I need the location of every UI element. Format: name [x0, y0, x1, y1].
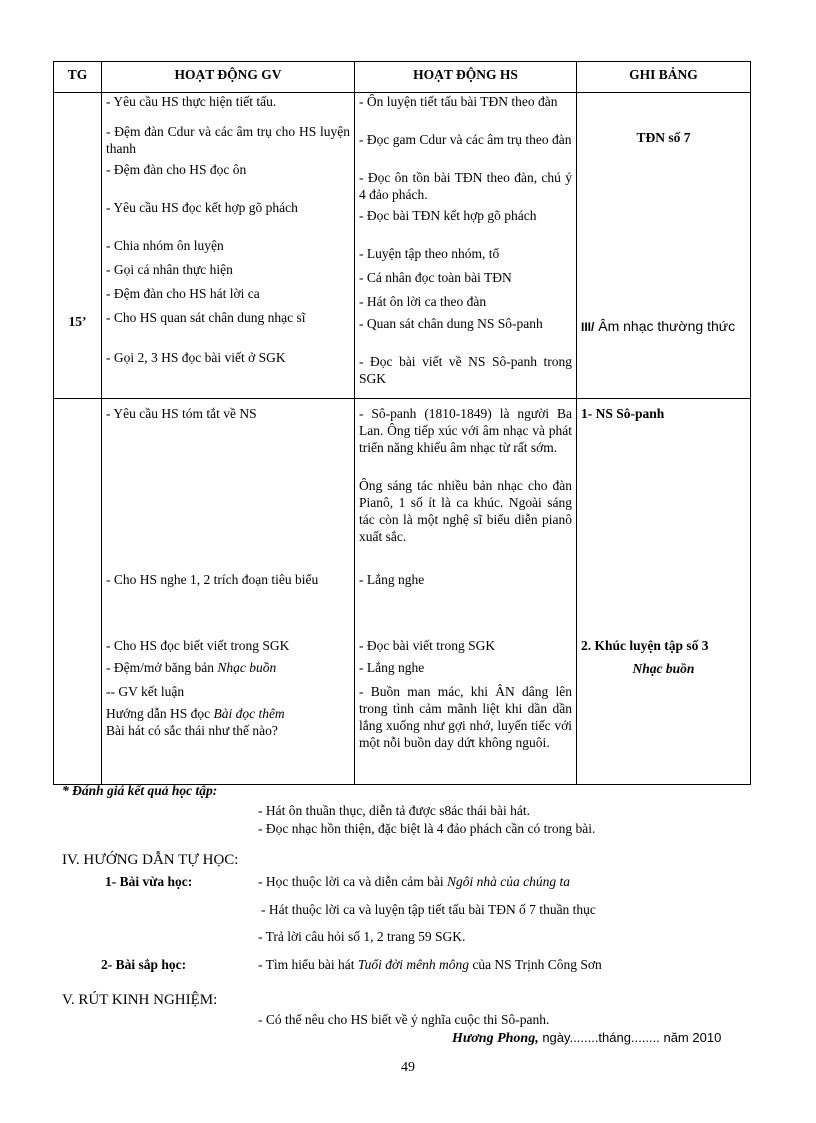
list-item: - Cho HS quan sát chân dung nhạc sĩ: [106, 310, 306, 325]
time-value: 15’: [68, 314, 87, 329]
list-item: - Đệm đàn cho HS đọc ôn: [106, 162, 247, 177]
self-study-label-next: 2- Bài sắp học:: [101, 957, 187, 972]
list-item: - Ôn luyện tiết tấu bài TĐN theo đàn: [359, 94, 558, 109]
play-prefix: - Đệm/mở băng bản: [106, 660, 218, 675]
board-nhac-buon: Nhạc buồn: [632, 661, 695, 676]
list-item: - Yêu cầu HS đọc kết hợp gõ phách: [106, 200, 298, 215]
evaluation-line-1: - Hát ôn thuần thục, diễn tả được s8ác thái bài hát.: [258, 803, 530, 818]
self-study-item-4: [258, 956, 602, 973]
item-1-prefix: - Học thuộc lời ca và diễn cảm bài: [258, 874, 447, 889]
list-item: Ông sáng tác nhiều bản nhạc cho đàn Pianô, 1 số ít là ca khúc. Ngoài sáng tác còn là một nghệ sĩ biểu diễn pianô xuất sắc.: [359, 478, 572, 544]
signature-date: ngày........tháng........ năm 2010: [538, 1030, 722, 1045]
guide-prefix: Hướng dẫn HS đọc: [106, 706, 214, 721]
board-section-heading: [581, 318, 746, 336]
list-item: - Cho HS nghe 1, 2 trích đoạn tiêu biểu: [106, 572, 319, 587]
item-1-title: Ngôi nhà của chúng ta: [446, 874, 570, 889]
list-item: - Quan sát chân dung NS Sô-panh: [359, 316, 543, 331]
list-item: - Đệm đàn cho HS hát lời ca: [106, 286, 260, 301]
list-item: - Cá nhân đọc toàn bài TĐN: [359, 270, 512, 285]
list-item: - Buồn man mác, khi ÂN dâng lên trong tình cảm mãnh liệt khi dần dần lắng xuống như gợi nhớ, luyến tiếc với một nỗi buồn day dứt không nguôi.: [359, 684, 572, 750]
board-khuc-title: 2. Khúc luyện tập số 3: [581, 638, 709, 653]
lesson-plan-table: [53, 61, 751, 785]
time-cell: [54, 399, 102, 785]
table-header-row: [54, 62, 751, 93]
table-row: [54, 399, 751, 785]
header-student-activity: HOẠT ĐỘNG HS: [355, 62, 577, 93]
board-ns-title: 1- NS Sô-panh: [581, 406, 665, 421]
page-number: 49: [401, 1060, 415, 1075]
time-cell: [54, 93, 102, 399]
guide-title: Bài đọc thêm: [213, 706, 285, 721]
board-tdn-title: TĐN số 7: [636, 130, 691, 145]
item-4-title: Tuổi đời mênh mông: [357, 957, 469, 972]
teacher-activity-cell: [102, 93, 355, 399]
board-section-title: Âm nhạc thường thức: [598, 318, 736, 334]
list-item: - Yêu cầu HS tóm tắt về NS: [106, 406, 257, 421]
list-item: - Sô-panh (1810-1849) là người Ba Lan. Ông tiếp xúc với âm nhạc và phát triển năng khiếu âm nhạc từ rất sớm.: [359, 406, 572, 455]
student-activity-cell: [355, 399, 577, 785]
list-item: -- GV kết luận: [106, 684, 185, 699]
board-notes-cell: [577, 93, 751, 399]
self-study-item-3: - Trả lời câu hỏi số 1, 2 trang 59 SGK.: [258, 929, 466, 944]
evaluation-title: * Đánh giá kết quả học tập:: [62, 783, 218, 798]
experience-line: - Có thể nêu cho HS biết về ý nghĩa cuộc thi Sô-panh.: [258, 1012, 550, 1027]
list-item: - Đọc bài viết về NS Sô-panh trong SGK: [359, 354, 572, 386]
list-item: - Lắng nghe: [359, 660, 425, 675]
list-item: - Gọi cá nhân thực hiện: [106, 262, 233, 277]
header-board-notes: GHI BẢNG: [577, 62, 751, 93]
list-item: - Gọi 2, 3 HS đọc bài viết ở SGK: [106, 350, 286, 365]
item-4-suffix: của NS Trịnh Công Sơn: [468, 957, 602, 972]
list-item: - Hát ôn lời ca theo đàn: [359, 294, 487, 309]
signature-place: Hương Phong,: [452, 1031, 539, 1046]
self-study-label-current: 1- Bài vừa học:: [105, 874, 193, 889]
evaluation-line-2: - Đọc nhạc hồn thiện, đặc biệt là 4 đảo phách cần có trong bài.: [258, 821, 596, 836]
table-row: [54, 93, 751, 399]
list-item: - Đọc bài viết trong SGK: [359, 638, 496, 653]
signature-line: [452, 1029, 721, 1047]
list-item: - Đệm đàn Cdur và các âm trụ cho HS luyện thanh: [106, 124, 350, 156]
list-item: Bài hát có sắc thái như thế nào?: [106, 723, 278, 738]
play-title: Nhạc buồn: [217, 660, 277, 675]
list-item: [106, 705, 350, 722]
item-4-prefix: - Tìm hiểu bài hát: [258, 957, 358, 972]
list-item: - Cho HS đọc biết viết trong SGK: [106, 638, 290, 653]
list-item: - Luyện tập theo nhóm, tổ: [359, 246, 500, 261]
board-notes-cell: [577, 399, 751, 785]
header-tg: TG: [54, 62, 102, 93]
teacher-activity-cell: [102, 399, 355, 785]
experience-title: V. RÚT KINH NGHIỆM:: [62, 992, 218, 1008]
list-item: - Đọc ôn tồn bài TĐN theo đàn, chú ý 4 đảo phách.: [359, 170, 572, 202]
list-item: [106, 659, 350, 683]
header-teacher-activity: HOẠT ĐỘNG GV: [102, 62, 355, 93]
list-item: - Đọc bài TĐN kết hợp gõ phách: [359, 208, 537, 223]
self-study-title: IV. HƯỚNG DẪN TỰ HỌC:: [62, 852, 239, 868]
list-item: - Yêu cầu HS thực hiện tiết tấu.: [106, 94, 277, 109]
list-item: - Lắng nghe: [359, 572, 425, 587]
student-activity-cell: [355, 93, 577, 399]
list-item: - Chia nhóm ôn luyện: [106, 238, 224, 253]
board-section-roman: III/: [581, 320, 595, 334]
self-study-item-2: - Hát thuộc lời ca và luyện tập tiết tấu bài TĐN ố 7 thuần thục: [261, 902, 596, 917]
self-study-item-1: [258, 873, 570, 890]
list-item: - Đọc gam Cdur và các âm trụ theo đàn: [359, 132, 572, 147]
